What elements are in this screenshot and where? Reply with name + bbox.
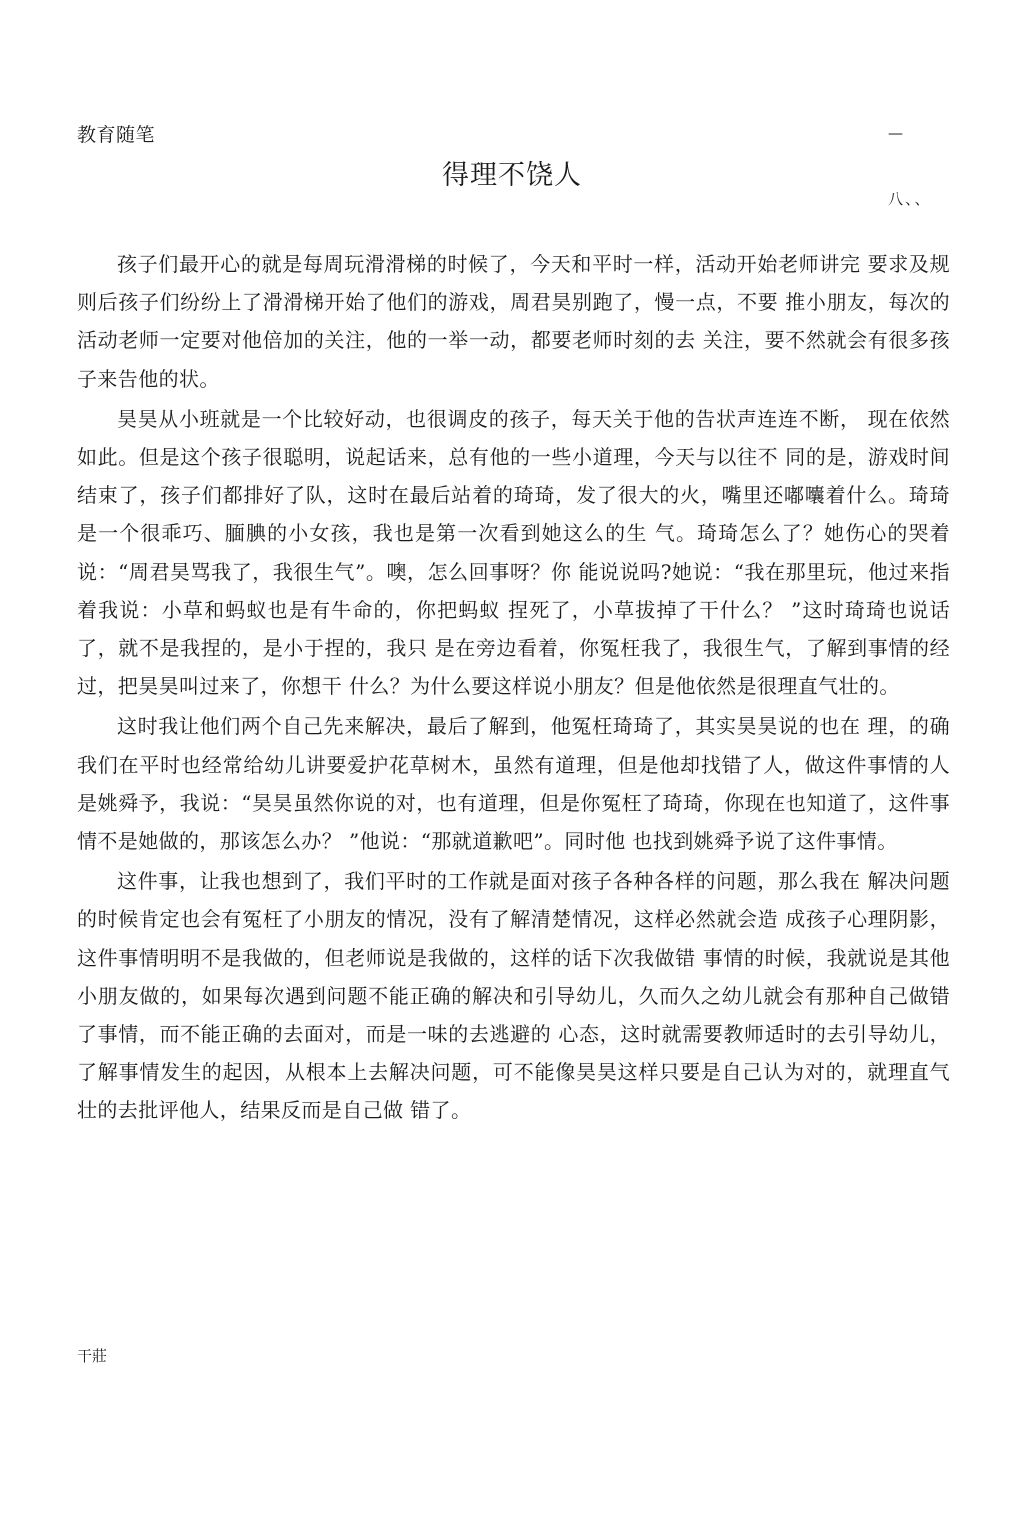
page-title: 得理不饶人 — [442, 160, 582, 191]
footer-note: 干莊 — [77, 1347, 108, 1365]
paragraph-4: 这件事，让我也想到了，我们平时的工作就是面对孩子各种各样的问题，那么我在 解决问题的时候肯定也会有冤枉了小朋友的情况，没有了解清楚情况，这样必然就会造 成孩子心理阴影，这件事情明明不是我做的，但老师说是我做的，这样的话下次我做错 事情的时候，我就说是其他小朋友做的，如果每次遇到问题不能正确的解决和引导幼儿，久而久之幼儿就会有那种自己做错了事情，而不能正确的去面对，而是一味的去逃避的 心态，这时就需要教师适时的去引导幼儿，了解事情发生的起因，从根本上去解决问题，可不能像昊昊这样只要是自己认为对的，就理直气壮的去批评他人，结果反而是自己做 错了。 — [77, 869, 950, 1123]
article-body — [77, 245, 950, 1132]
corner-mark — [888, 78, 932, 232]
corner-mark-line-1: — — [888, 124, 905, 142]
section-label: 教育随笔 — [77, 124, 156, 146]
corner-mark-line-2: 八、、 — [888, 190, 932, 208]
paragraph-2: 昊昊从小班就是一个比较好动，也很调皮的孩子，每天关于他的告状声连连不断， 现在依然如此。但是这个孩子很聪明，说起话来，总有他的一些小道理，今天与以往不 同的是，游戏时间结束了，孩子们都排好了队，这时在最后站着的琦琦，发了很大的火，嘴里还嘟囔着什么。琦琦是一个很乖巧、腼腆的小女孩，我也是第一次看到她这么的生 气。琦琦怎么了？她伤心的哭着说：“周君昊骂我了，我很生气”。噢，怎么回事呀？你 能说说吗?她说：“我在那里玩，他过来指着我说：小草和蚂蚁也是有牛命的，你把蚂蚁 捏死了，小草拔掉了干什么？ ”这时琦琦也说话了，就不是我捏的，是小于捏的，我只 是在旁边看着，你冤枉我了，我很生气，了解到事情的经过，把昊昊叫过来了，你想干 什么？为什么要这样说小朋友？但是他依然是很理直气壮的。 — [77, 406, 950, 699]
paragraph-1: 孩子们最开心的就是每周玩滑滑梯的时候了，今天和平时一样，活动开始老师讲完 要求及规则后孩子们纷纷上了滑滑梯开始了他们的游戏，周君昊别跑了，慢一点，不要 推小朋友，每次的活动老师一定要对他倍加的关注，他的一举一动，都要老师时刻的去 关注，要不然就会有很多孩子来告他的状。 — [77, 252, 950, 391]
paragraph-3: 这时我让他们两个自己先来解决，最后了解到，他冤枉琦琦了，其实昊昊说的也在 理，的确我们在平时也经常给幼儿讲要爱护花草树木，虽然有道理，但是他却找错了人，做这件事情的人是姚舜予，我说：“昊昊虽然你说的对，也有道理，但是你冤枉了琦琦，你现在也知道了，这件事情不是她做的，那该怎么办？ ”他说：“那就道歉吧”。同时他 也找到姚舜予说了这件事情。 — [77, 714, 950, 854]
